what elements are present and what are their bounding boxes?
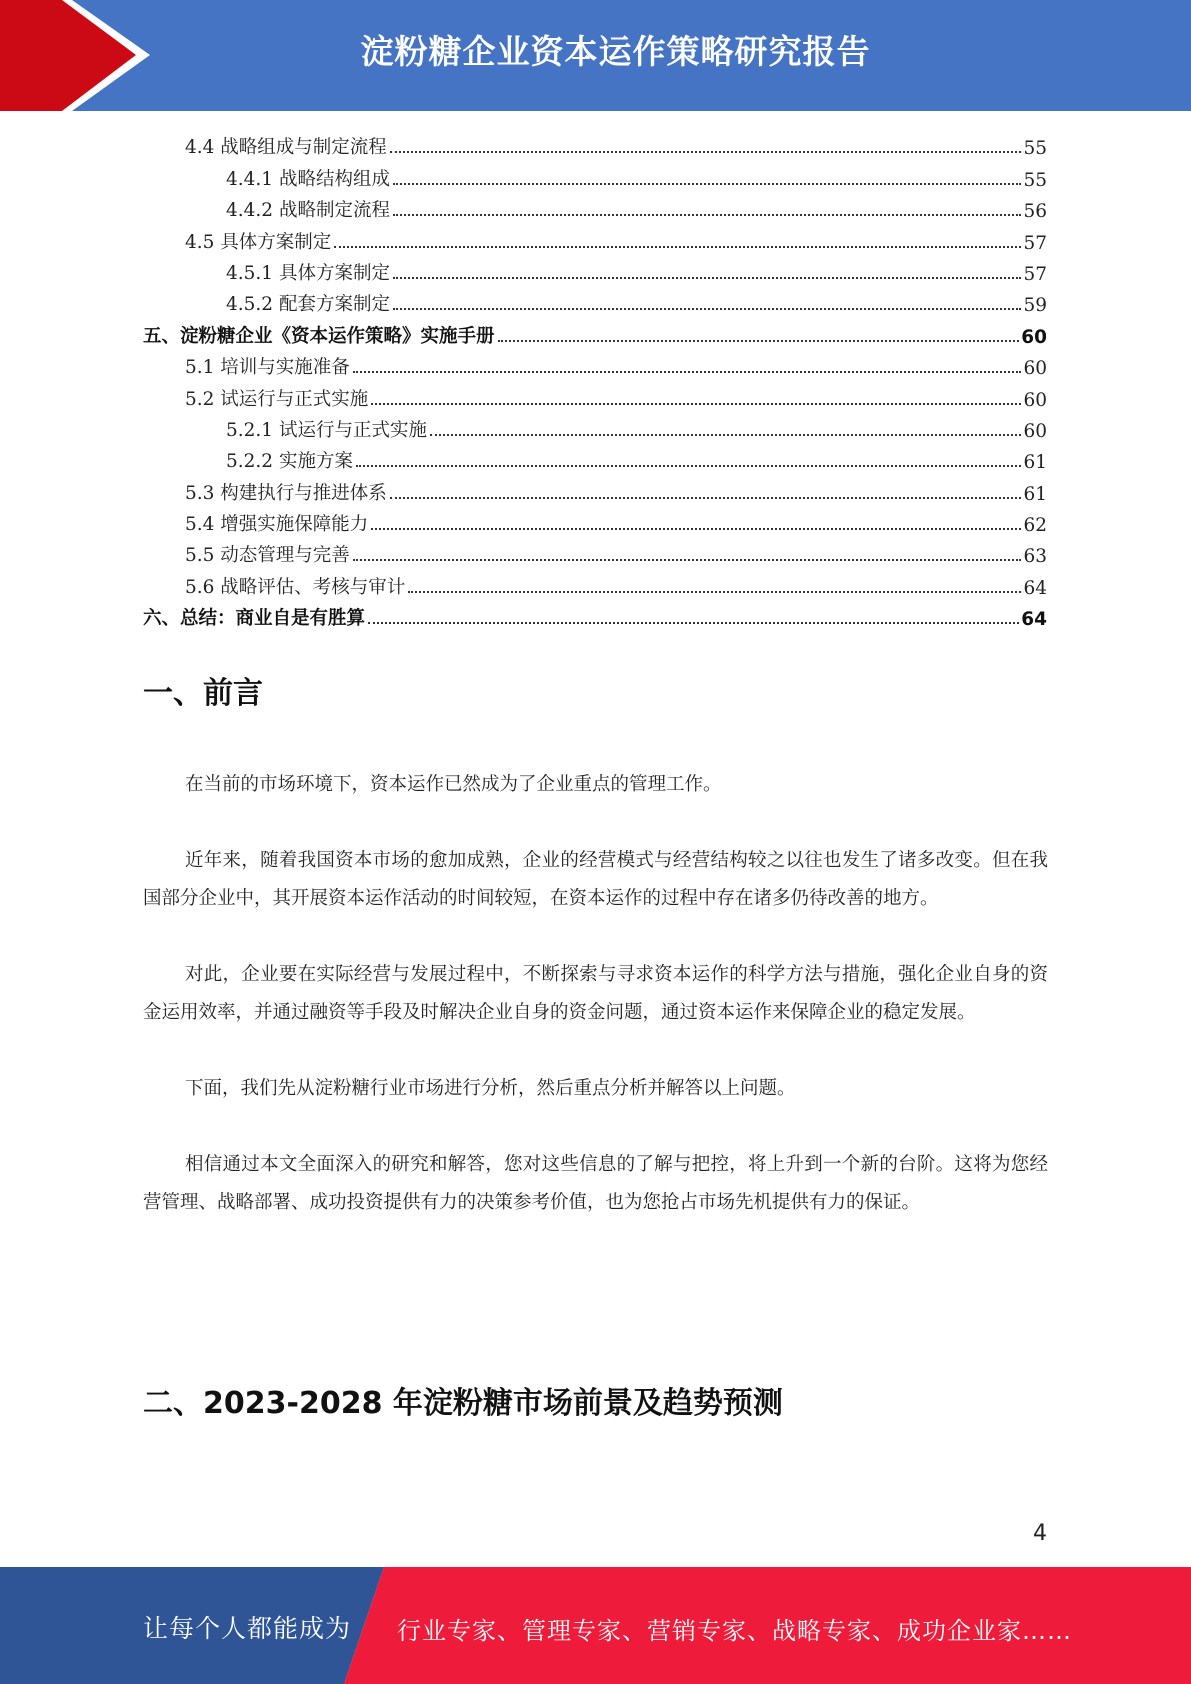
toc-entry-title: 5.1 培训与实施准备 (185, 357, 350, 379)
toc-entry-title: 五、淀粉糖企业《资本运作策略》实施手册 (143, 325, 495, 347)
toc-dot-leader (408, 591, 1021, 593)
toc-entry-title: 4.4.2 战略制定流程 (226, 200, 390, 222)
page-number: 4 (1033, 1521, 1047, 1546)
page-header (0, 0, 1191, 111)
toc-entry-page: 59 (1023, 295, 1047, 317)
toc-dot-leader (393, 214, 1021, 216)
toc-entry[interactable] (143, 348, 1047, 379)
toc-entry-page: 64 (1023, 577, 1047, 599)
toc-entry-page: 57 (1023, 263, 1047, 285)
footer-slogan-right: 行业专家、管理专家、营销专家、战略专家、成功企业家…… (397, 1617, 1072, 1645)
toc-entry[interactable] (143, 567, 1047, 598)
toc-entry-page: 60 (1023, 358, 1047, 380)
page-footer (0, 1567, 1191, 1684)
toc-dot-leader (430, 434, 1021, 436)
toc-entry[interactable] (143, 285, 1047, 316)
toc-dot-leader (371, 403, 1021, 405)
toc-entry-title: 5.2 试运行与正式实施 (185, 388, 369, 410)
table-of-contents (143, 128, 1047, 630)
toc-entry-page: 57 (1023, 232, 1047, 254)
toc-dot-leader (498, 340, 1020, 342)
section-heading-intro: 一、前言 (143, 676, 263, 711)
toc-entry-title: 4.4.1 战略结构组成 (226, 168, 390, 190)
toc-entry-page: 64 (1021, 609, 1047, 631)
toc-entry[interactable] (143, 379, 1047, 410)
toc-entry[interactable] (143, 536, 1047, 567)
toc-entry-page: 55 (1023, 169, 1047, 191)
toc-entry-title: 4.5.1 具体方案制定 (226, 262, 390, 284)
toc-entry-page: 60 (1023, 389, 1047, 411)
toc-entry[interactable] (143, 254, 1047, 285)
toc-entry-page: 56 (1023, 201, 1047, 223)
toc-dot-leader (393, 308, 1021, 310)
footer-slogan-left: 让每个人都能成为 (143, 1614, 352, 1643)
toc-entry[interactable] (143, 159, 1047, 190)
toc-entry-page: 60 (1023, 420, 1047, 442)
toc-entry-title: 5.2.1 试运行与正式实施 (226, 419, 427, 441)
toc-entry-title: 5.4 增强实施保障能力 (185, 514, 369, 536)
toc-entry[interactable] (143, 128, 1047, 159)
toc-dot-leader (334, 246, 1021, 248)
toc-dot-leader (390, 497, 1022, 499)
toc-dot-leader (393, 183, 1021, 185)
toc-entry-title: 4.5.2 配套方案制定 (226, 294, 390, 316)
toc-dot-leader (356, 465, 1022, 467)
paragraph: 近年来，随着我国资本市场的愈加成熟，企业的经营模式与经营结构较之以往也发生了诸多改变。但在我国部分企业中，其开展资本运作活动的时间较短，在资本运作的过程中存在诸多仍待改善的地方。 (143, 850, 1048, 909)
toc-entry-page: 55 (1023, 138, 1047, 160)
intro-body (143, 766, 1048, 1260)
toc-entry-title: 4.5 具体方案制定 (185, 231, 332, 253)
toc-entry[interactable] (143, 442, 1047, 473)
toc-entry[interactable] (143, 473, 1047, 504)
toc-dot-leader (371, 528, 1021, 530)
toc-entry[interactable] (143, 191, 1047, 222)
toc-dot-leader (368, 622, 1019, 624)
toc-entry-title: 5.6 战略评估、考核与审计 (185, 576, 406, 598)
toc-entry-title: 六、总结：商业自是有胜算 (143, 608, 366, 630)
toc-entry[interactable] (143, 222, 1047, 253)
toc-entry[interactable] (143, 316, 1047, 347)
toc-entry[interactable] (143, 411, 1047, 442)
toc-entry-title: 5.5 动态管理与完善 (185, 545, 350, 567)
toc-dot-leader (353, 559, 1022, 561)
paragraph: 下面，我们先从淀粉糖行业市场进行分析，然后重点分析并解答以上问题。 (185, 1078, 796, 1099)
toc-entry-title: 5.2.2 实施方案 (226, 451, 353, 473)
toc-entry-title: 4.4 战略组成与制定流程 (185, 137, 387, 159)
paragraph: 对此，企业要在实际经营与发展过程中，不断探索与寻求资本运作的科学方法与措施，强化企业自身的资金运用效率，并通过融资等手段及时解决企业自身的资金问题，通过资本运作来保障企业的稳定发展。 (143, 964, 1048, 1023)
section-heading-forecast: 二、2023-2028 年淀粉糖市场前景及趋势预测 (143, 1386, 783, 1421)
toc-entry[interactable] (143, 599, 1047, 630)
toc-entry-page: 61 (1023, 452, 1047, 474)
toc-dot-leader (393, 277, 1021, 279)
toc-entry-page: 61 (1023, 483, 1047, 505)
toc-entry-page: 63 (1023, 546, 1047, 568)
toc-dot-leader (353, 371, 1022, 373)
paragraph: 在当前的市场环境下，资本运作已然成为了企业重点的管理工作。 (185, 774, 722, 795)
toc-entry-page: 60 (1021, 326, 1047, 348)
paragraph: 相信通过本文全面深入的研究和解答，您对这些信息的了解与把控，将上升到一个新的台阶。这将为您经营管理、战略部署、成功投资提供有力的决策参考价值，也为您抢占市场先机提供有力的保证。 (143, 1154, 1048, 1213)
toc-dot-leader (390, 151, 1022, 153)
toc-entry-title: 5.3 构建执行与推进体系 (185, 482, 387, 504)
toc-entry[interactable] (143, 505, 1047, 536)
toc-entry-page: 62 (1023, 515, 1047, 537)
report-title: 淀粉糖企业资本运作策略研究报告 (360, 32, 871, 71)
